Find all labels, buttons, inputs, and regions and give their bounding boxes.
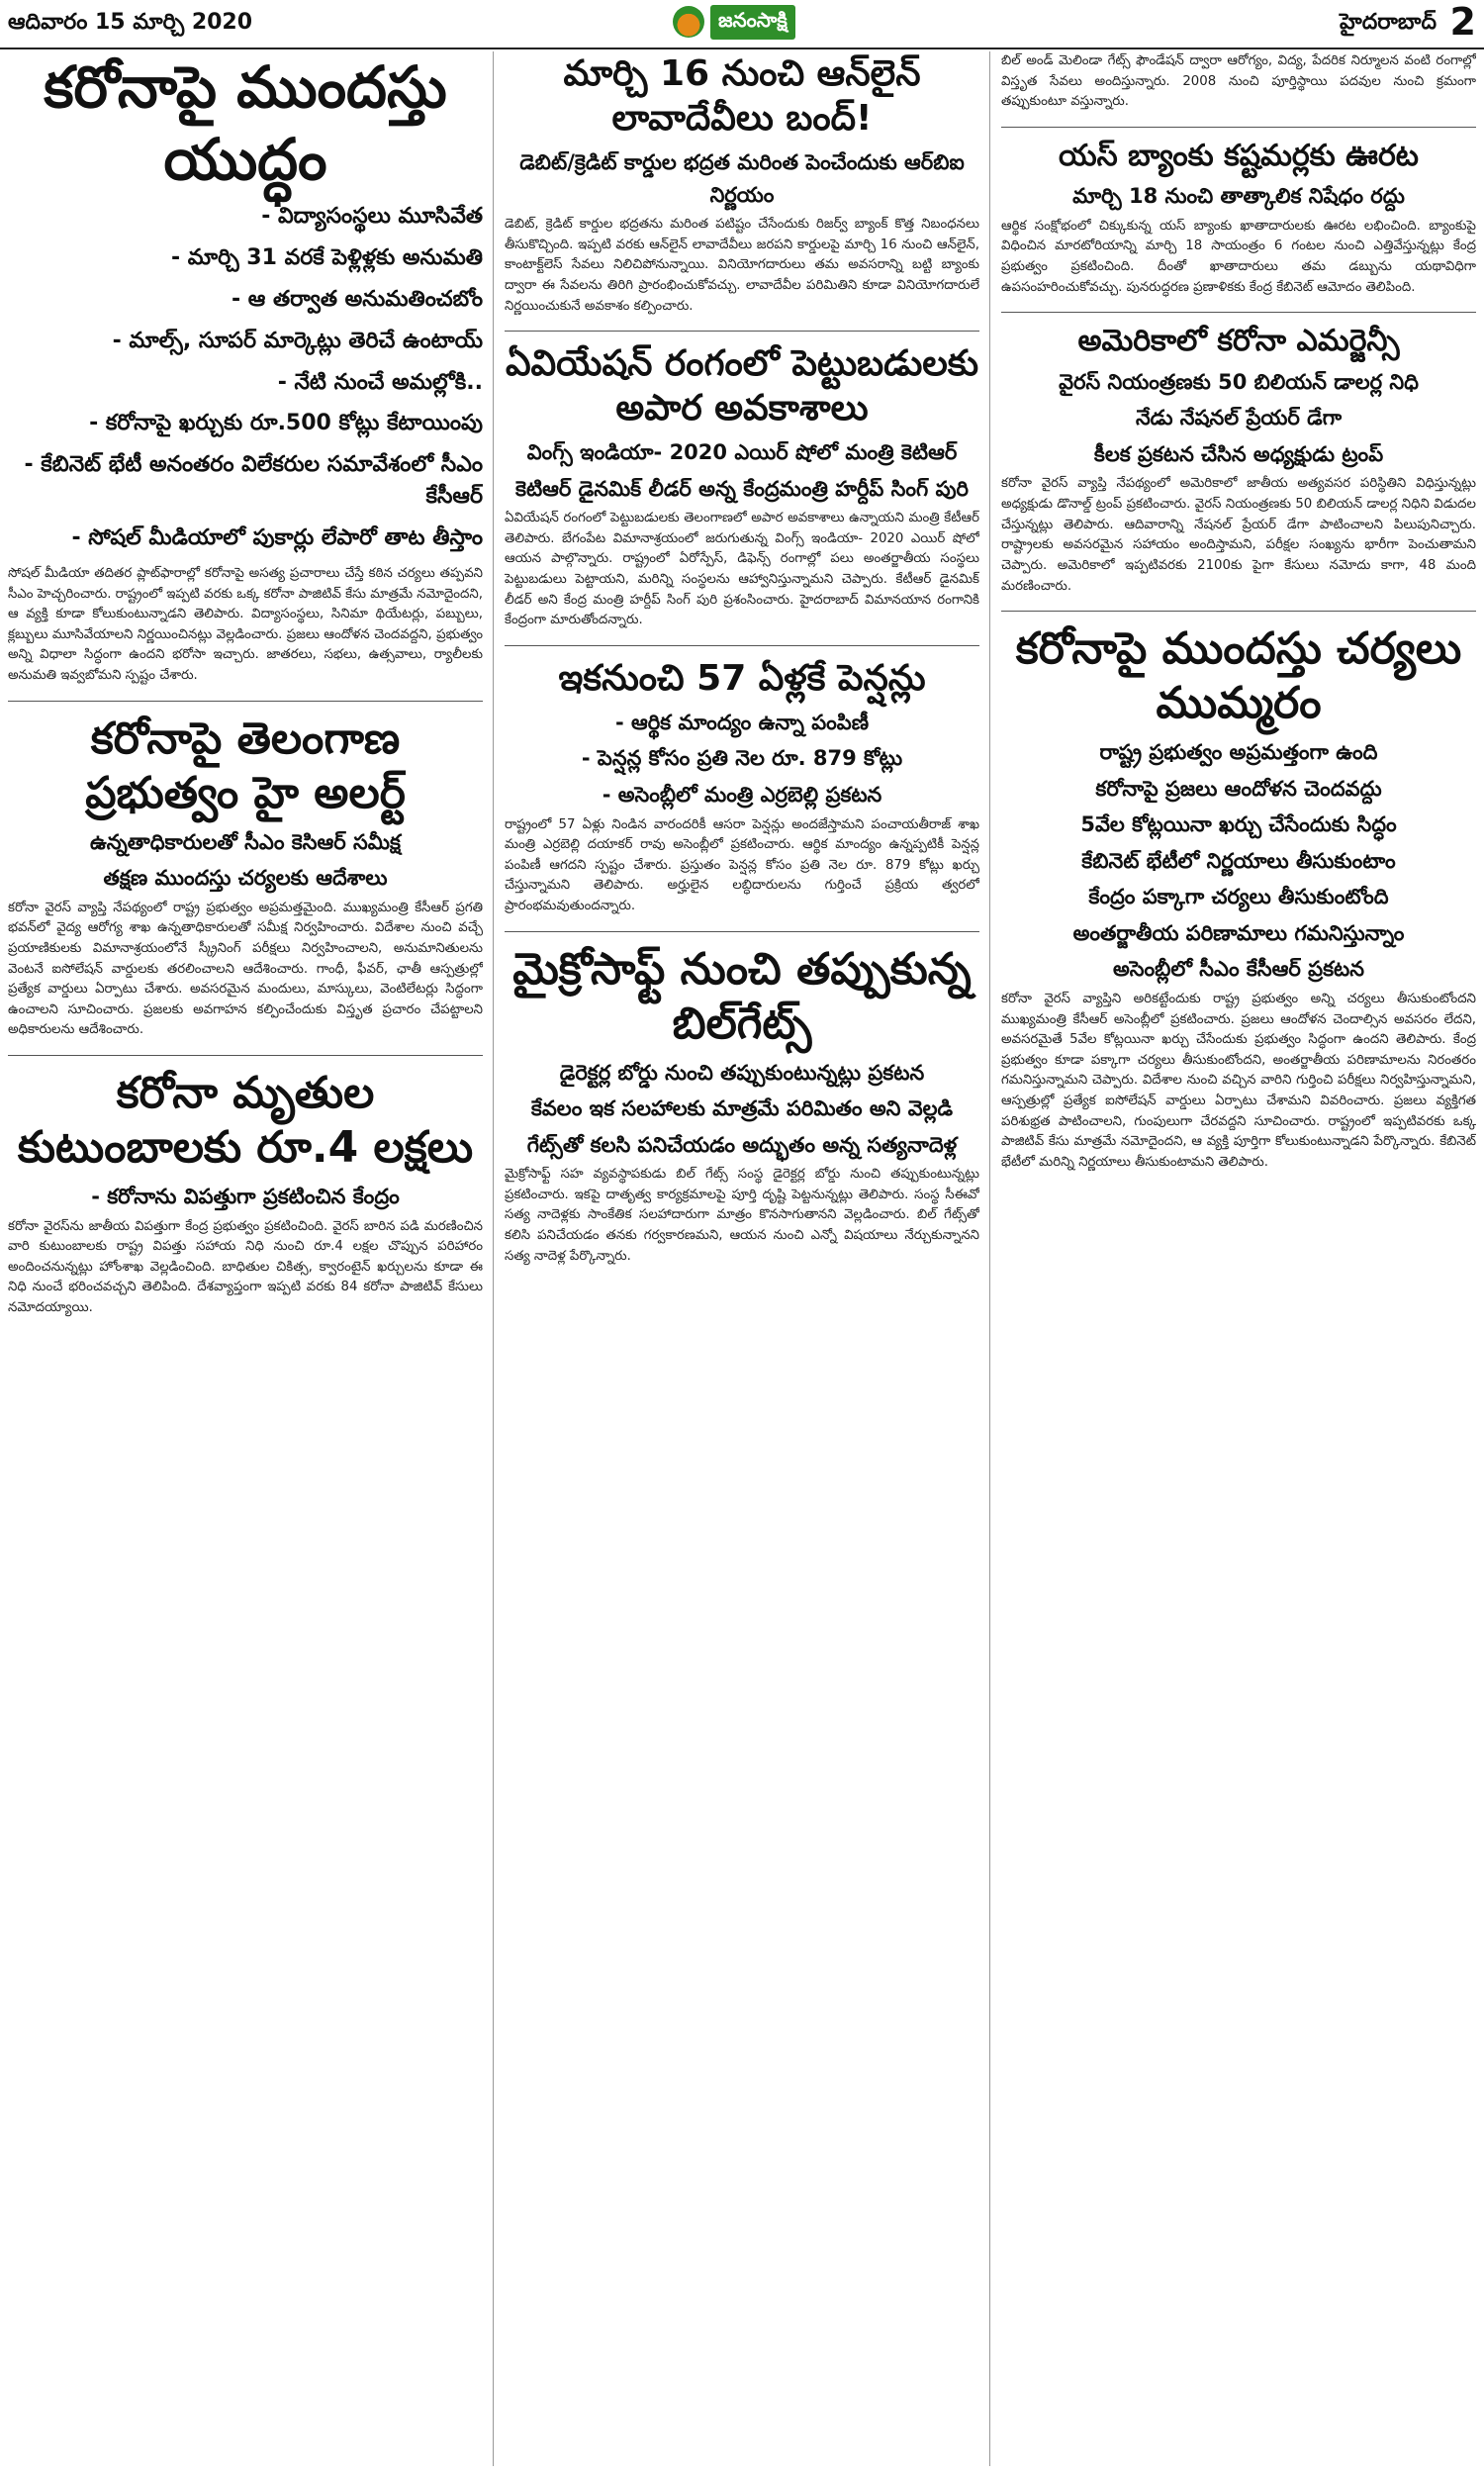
article-subheadline: కెటిఆర్ డైనమిక్ లీడర్ అన్న కేంద్రమంత్రి హర్దీప్ సింగ్ పురి <box>514 476 970 501</box>
article-body: మైక్రోసాఫ్ట్ సహ వ్యవస్థాపకుడు బిల్ గేట్స్ సంస్థ డైరెక్టర్ల బోర్డు నుంచి తప్పుకుంటున్నట్లు ప్రకటించారు. ఇకపై దాతృత్వ కార్యక్రమాలపై పూర్తి దృష్టి పెట్టనున్నట్లు తెలిపారు. సంస్థ సీఈవో సత్య నాదెళ్లకు సాంకేతిక సలహాదారుగా మాత్రం కొనసాగుతానని వెల్లడించారు. బిల్ గేట్స్‌తో కలిసి పనిచేయడం తనకు గర్వకారణమని, ఆయన నుంచి ఎన్నో విషయాలు నేర్చుకున్నానని సత్య నాదెళ్ల పేర్కొన్నారు. <box>505 1167 979 1264</box>
article-subheadline: తక్షణ ముందస్తు చర్యలకు ఆదేశాలు <box>103 866 388 891</box>
article-yes-bank <box>1001 138 1476 298</box>
article-body: ఏవియేషన్ రంగంలో పెట్టుబడులకు తెలంగాణలో అపార అవకాశాలు ఉన్నాయని మంత్రి కేటీఆర్ తెలిపారు. బేగంపేట విమానాశ్రయంలో జరుగుతున్న వింగ్స్ ఇండియా- 2020 ఎయిర్ షోలో ఆయన పాల్గొన్నారు. రాష్ట్రంలో ఏరోస్పేస్, డిఫెన్స్ రంగాల్లో పలు అంతర్జాతీయ సంస్థలు పెట్టుబడులు పెట్టాయని, మరిన్ని సంస్థలను ఆహ్వానిస్తున్నామని చెప్పారు. కేటీఆర్ డైనమిక్ లీడర్ అని కేంద్ర మంత్రి హర్దీప్ సింగ్ పురి ప్రశంసించారు. హైదరాబాద్ విమానయాన రంగానికి కేంద్రంగా మారుతోందన్నారు. <box>505 511 979 628</box>
article-subheadline: - కరోనాను విపత్తుగా ప్రకటించిన కేంద్రం <box>91 1185 400 1209</box>
article-subheadline: కేబినెట్ భేటీలో నిర్ణయాలు తీసుకుంటాం <box>1081 848 1396 873</box>
article-bullet: - అసెంబ్లీలో మంత్రి ఎర్రబెల్లి ప్రకటన <box>602 782 882 807</box>
article-subheadline: కేంద్రం పక్కాగా చర్యలు తీసుకుంటోంది <box>1088 885 1389 909</box>
section-divider <box>1001 312 1476 313</box>
edition-city: హైదరాబాద్ <box>1340 10 1437 35</box>
section-divider <box>1001 127 1476 128</box>
article-headline: ఏవియేషన్ రంగంలో పెట్టుబడులకు అపార అవకాశాలు <box>505 343 979 429</box>
article-bullet: - పెన్షన్ల కోసం ప్రతి నెల రూ. 879 కోట్లు <box>581 746 903 771</box>
article-telangana-high-alert <box>8 712 483 1041</box>
article-subheadline: 5వేల కోట్లయినా ఖర్చు చేసేందుకు సిద్ధం <box>1080 812 1397 837</box>
article-headline: కరోనాపై ముందస్తు యుద్ధం <box>44 53 447 193</box>
article-headline: మైక్రోసాఫ్ట్ నుంచి తప్పుకున్న బిల్‌గేట్స్ <box>512 943 972 1049</box>
article-headline: కరోనాపై తెలంగాణ ప్రభుత్వం హై అలర్ట్ <box>85 713 406 818</box>
column-3 <box>1001 51 1476 2466</box>
article-body: సోషల్ మీడియా తదితర ప్లాట్‌ఫారాల్లో కరోనాపై అసత్య ప్రచారాలు చేస్తే కఠిన చర్యలు తప్పవని సీఎం హెచ్చరించారు. రాష్ట్రంలో ఇప్పటి వరకు ఒక్క కరోనా పాజిటివ్ కేసు మాత్రమే నమోదైందని, ఆ వ్యక్తి కూడా కోలుకుంటున్నాడని తెలిపారు. విద్యాసంస్థలు, సినిమా థియేటర్లు, పబ్బులు, క్లబ్బులు మూసివేయాలని నిర్ణయించినట్లు వెల్లడించారు. ప్రజలు ఆందోళన చెందవద్దని, ప్రభుత్వం అన్ని విధాలా సిద్ధంగా ఉందని భరోసా ఇచ్చారు. జాతరలు, సభలు, ఉత్సవాలు, ర్యాలీలకు అనుమతి ఇవ్వబోమని స్పష్టం చేశారు. <box>8 566 483 684</box>
article-bullet: - మాల్స్, సూపర్ మార్కెట్లు తెరిచే ఉంటాయ్ <box>112 328 483 353</box>
masthead <box>0 0 1484 49</box>
article-covid-measures <box>1001 621 1476 1173</box>
article-body: కరోనా వైరస్ వ్యాప్తిని అరికట్టేందుకు రాష్ట్ర ప్రభుత్వం అన్ని చర్యలు తీసుకుంటోందని ముఖ్యమంత్రి కేసీఆర్ అసెంబ్లీలో ప్రకటించారు. ప్రజలు ఆందోళన చెందాల్సిన అవసరం లేదని, అవసరమైతే 5వేల కోట్లయినా ఖర్చు చేసేందుకు ప్రభుత్వం సిద్ధంగా ఉందని తెలిపారు. కేంద్ర ప్రభుత్వం కూడా పక్కాగా చర్యలు తీసుకుంటోందని, అంతర్జాతీయ పరిణామాలను నిరంతరం గమనిస్తున్నామని చెప్పారు. విదేశాల నుంచి వచ్చిన వారిని గుర్తించి పరీక్షలు నిర్వహిస్తున్నామని, ఆస్పత్రుల్లో ప్రత్యేక ఐసోలేషన్ వార్డులు ఏర్పాటు చేశామని వివరించారు. ప్రజలు వ్యక్తిగత పరిశుభ్రత పాటించాలని, గుంపులుగా చేరవద్దని సూచించారు. రాష్ట్రంలో ఇప్పటివరకు ఒక్క పాజిటివ్ కేసు మాత్రమే నమోదైందని, ఆ వ్యక్తి పూర్తిగా కోలుకుంటున్నాడని పేర్కొన్నారు. కేబినెట్ భేటీలో మరిన్ని నిర్ణయాలు తీసుకుంటామని తెలిపారు. <box>1001 991 1476 1170</box>
article-pensions-57 <box>505 656 979 917</box>
article-subheadline: కేవలం ఇక సలహాలకు మాత్రమే పరిమితం అని వెల్లడి <box>530 1096 954 1121</box>
article-subheadline: నేడు నేషనల్ ప్రేయర్ డేగా <box>1135 406 1343 430</box>
article-subheadline: రాష్ట్ర ప్రభుత్వం అప్రమత్తంగా ఉంది <box>1099 740 1378 765</box>
article-headline: కరోనా మృతుల కుటుంబాలకు రూ.4 లక్షలు <box>17 1068 474 1174</box>
article-subheadline: మార్చి 18 నుంచి తాత్కాలిక నిషేధం రద్దు <box>1072 184 1405 209</box>
article-subheadline: అంతర్జాతీయ పరిణామాలు గమనిస్తున్నాం <box>1072 920 1405 945</box>
article-bullet: - కరోనాపై ఖర్చుకు రూ.500 కోట్లు కేటాయింపు <box>89 411 483 436</box>
article-bill-gates <box>505 942 979 1268</box>
article-bullet: - కేబినెట్ భేటీ అనంతరం విలేకరుల సమావేశంలో సీఎం కేసీఆర్ <box>24 452 483 510</box>
article-subheadline: కరోనాపై ప్రజలు ఆందోళన చెందవద్దు <box>1095 776 1382 801</box>
article-subheadline: డెబిట్/క్రెడిట్ కార్డుల భద్రత మరింత పెంచేందుకు ఆర్‌బిఐ నిర్ణయం <box>519 150 965 207</box>
section-divider <box>8 701 483 702</box>
page-number: 2 <box>1449 0 1476 44</box>
section-divider <box>8 1055 483 1056</box>
column-1 <box>8 51 483 2466</box>
article-subheadline: డైరెక్టర్ల బోర్డు నుంచి తప్పుకుంటున్నట్లు ప్రకటన <box>559 1060 925 1085</box>
article-subheadline: కీలక ప్రకటన చేసిన అధ్యక్షుడు ట్రంప్ <box>1093 441 1384 466</box>
article-subheadline: వింగ్స్ ఇండియా- 2020 ఎయిర్ షోలో మంత్రి కెటిఆర్ <box>526 440 958 465</box>
article-covid-compensation <box>8 1066 483 1319</box>
article-bullet: - సోషల్ మీడియాలో పుకార్లు లేపారో తాట తీస్తాం <box>71 525 483 551</box>
article-bullet: - ఆ తర్వాత అనుమతించబోం <box>232 286 483 312</box>
section-divider <box>505 931 979 932</box>
article-headline: యస్ బ్యాంకు కష్టమర్లకు ఊరట <box>1059 138 1419 173</box>
column-divider <box>989 51 990 2466</box>
article-headline: అమెరికాలో కరోనా ఎమర్జెన్సీ <box>1077 324 1400 359</box>
article-online-transactions <box>505 51 979 317</box>
issue-date: ఆదివారం 15 మార్చి 2020 <box>8 10 253 35</box>
article-subheadline: గేట్స్‌తో కలసి పనిచేయడం అద్భుతం అన్న సత్యనాదెళ్ల <box>526 1132 958 1157</box>
logo-text: జనంసాక్షి <box>710 5 795 40</box>
article-aviation-investments <box>505 341 979 631</box>
column-divider <box>493 51 494 2466</box>
column-2 <box>505 51 979 2466</box>
article-covid-preemptive-war <box>8 51 483 687</box>
article-bullet: - ఆర్థిక మాంద్యం ఉన్నా పంపిణీ <box>614 710 870 734</box>
article-continuation <box>1001 51 1476 113</box>
article-body: రాష్ట్రంలో 57 ఏళ్లు నిండిన వారందరికీ ఆసరా పెన్షన్లు అందజేస్తామని పంచాయతీరాజ్ శాఖ మంత్రి ఎర్రబెల్లి దయాకర్ రావు అసెంబ్లీలో ప్రకటించారు. ఆర్థిక మాంద్యం ఉన్నప్పటికీ పెన్షన్ల పంపిణీ ఆగదని స్పష్టం చేశారు. ప్రస్తుతం పెన్షన్ల కోసం ప్రతి నెల రూ. 879 కోట్లు ఖర్చు చేస్తున్నామని తెలిపారు. అర్హులైన లబ్ధిదారులను గుర్తించే ప్రక్రియ త్వరలో ప్రారంభమవుతుందన్నారు. <box>505 816 979 913</box>
article-body: ఆర్థిక సంక్షోభంలో చిక్కుకున్న యస్ బ్యాంకు ఖాతాదారులకు ఊరట లభించింది. బ్యాంకుపై విధించిన మారటోరియాన్ని మార్చి 18 సాయంత్రం 6 గంటల నుంచి ఎత్తివేస్తున్నట్లు కేంద్ర ప్రభుత్వం ప్రకటించింది. దీంతో ఖాతాదారులు తమ డబ్బును యథావిధిగా ఉపసంహరించుకోవచ్చు. పునరుద్ధరణ ప్రణాళికకు కేంద్ర కేబినెట్ ఆమోదం తెలిపింది. <box>1001 218 1476 295</box>
article-body: కరోనా వైరస్‌ను జాతీయ విపత్తుగా కేంద్ర ప్రభుత్వం ప్రకటించింది. వైరస్ బారిన పడి మరణించిన వారి కుటుంబాలకు రాష్ట్ర విపత్తు సహాయ నిధి నుంచి రూ.4 లక్షల చొప్పున పరిహారం అందించనున్నట్లు హోంశాఖ వెల్లడించింది. బాధితుల చికిత్స, క్వారంటైన్ ఖర్చులను కూడా ఈ నిధి నుంచే భరించవచ్చని తెలిపింది. దేశవ్యాప్తంగా ఇప్పటి వరకు 84 కరోనా పాజిటివ్ కేసులు నమోదయ్యాయి. <box>8 1218 483 1316</box>
section-divider <box>1001 611 1476 612</box>
article-us-emergency <box>1001 323 1476 597</box>
section-divider <box>505 331 979 332</box>
article-body: బిల్ అండ్ మెలిండా గేట్స్ ఫౌండేషన్ ద్వారా ఆరోగ్యం, విద్య, పేదరిక నిర్మూలన వంటి రంగాల్లో విస్తృత సేవలు అందిస్తున్నారు. 2008 నుంచి పూర్తిస్థాయి పదవుల నుంచి క్రమంగా తప్పుకుంటూ వస్తున్నారు. <box>1001 53 1476 110</box>
article-subheadline: అసెంబ్లీలో సీఎం కేసీఆర్ ప్రకటన <box>1112 957 1364 982</box>
newspaper-logo <box>673 4 821 40</box>
article-bullet: - నేటి నుంచే అమల్లోకి.. <box>277 369 483 395</box>
section-divider <box>505 645 979 646</box>
article-headline: ఇకనుంచి 57 ఏళ్లకే పెన్షన్లు <box>558 657 926 699</box>
logo-emblem-icon <box>673 6 704 38</box>
article-body: కరోనా వైరస్ వ్యాప్తి నేపథ్యంలో రాష్ట్ర ప్రభుత్వం అప్రమత్తమైంది. ముఖ్యమంత్రి కేసీఆర్ ప్రగతి భవన్‌లో వైద్య ఆరోగ్య శాఖ ఉన్నతాధికారులతో సమీక్ష నిర్వహించారు. విదేశాల నుంచి వచ్చే ప్రయాణికులకు విమానాశ్రయంలోనే స్క్రీనింగ్ పరీక్షలు నిర్వహించాలని, అనుమానితులను వెంటనే ఐసోలేషన్ వార్డులకు తరలించాలని ఆదేశించారు. గాంధీ, ఫీవర్, ఛాతీ ఆస్పత్రుల్లో ప్రత్యేక వార్డులు ఏర్పాటు చేశారు. అవసరమైన మందులు, మాస్కులు, వెంటిలేటర్లు సిద్ధంగా ఉంచాలని సూచించారు. ప్రజలకు అవగాహన కల్పించేందుకు విస్తృత ప్రచారం చేపట్టాలని అధికారులను ఆదేశించారు. <box>8 900 483 1038</box>
article-body: డెబిట్, క్రెడిట్ కార్డుల భద్రతను మరింత పటిష్టం చేసేందుకు రిజర్వ్ బ్యాంక్ కొత్త నిబంధనలు తీసుకొచ్చింది. ఇప్పటి వరకు ఆన్‌లైన్ లావాదేవీలు జరపని కార్డులపై మార్చి 16 నుంచి ఆన్‌లైన్, కాంటాక్ట్‌లెస్ సేవలు నిలిచిపోనున్నాయి. వినియోగదారులు తమ అవసరాన్ని బట్టి బ్యాంకు ద్వారా ఈ సేవలను తిరిగి ప్రారంభించుకోవచ్చు. లావాదేవీల పరిమితిని కూడా వినియోగదారులే నిర్ణయించుకునే అవకాశం కల్పించారు. <box>505 217 979 314</box>
article-body: కరోనా వైరస్ వ్యాప్తి నేపథ్యంలో అమెరికాలో జాతీయ అత్యవసర పరిస్థితిని విధిస్తున్నట్లు అధ్యక్షుడు డొనాల్డ్ ట్రంప్ ప్రకటించారు. వైరస్ నియంత్రణకు 50 బిలియన్ డాలర్ల నిధిని విడుదల చేస్తున్నట్లు తెలిపారు. ఆదివారాన్ని నేషనల్ ప్రేయర్ డేగా పాటించాలని పిలుపునిచ్చారు. రాష్ట్రాలకు అవసరమైన సహాయం అందిస్తామని, పరీక్షల సంఖ్యను భారీగా పెంచుతామని చెప్పారు. అమెరికాలో ఇప్పటివరకు 2100కు పైగా కేసులు నమోదు కాగా, 48 మంది మరణించారు. <box>1001 476 1476 594</box>
article-bullet: - మార్చి 31 వరకే పెళ్లిళ్లకు అనుమతి <box>170 244 483 270</box>
article-headline: మార్చి 16 నుంచి ఆన్‌లైన్ లావాదేవీలు బంద్! <box>563 53 921 139</box>
article-subheadline: వైరస్ నియంత్రణకు 50 బిలియన్ డాలర్ల నిధి <box>1059 369 1419 394</box>
article-subheadline: ఉన్నతాధికారులతో సీఎం కెసిఆర్ సమీక్ష <box>90 829 401 854</box>
article-bullet: - విద్యాసంస్థలు మూసివేత <box>261 204 483 229</box>
article-headline: కరోనాపై ముందస్తు చర్యలు ముమ్మరం <box>1015 623 1462 729</box>
